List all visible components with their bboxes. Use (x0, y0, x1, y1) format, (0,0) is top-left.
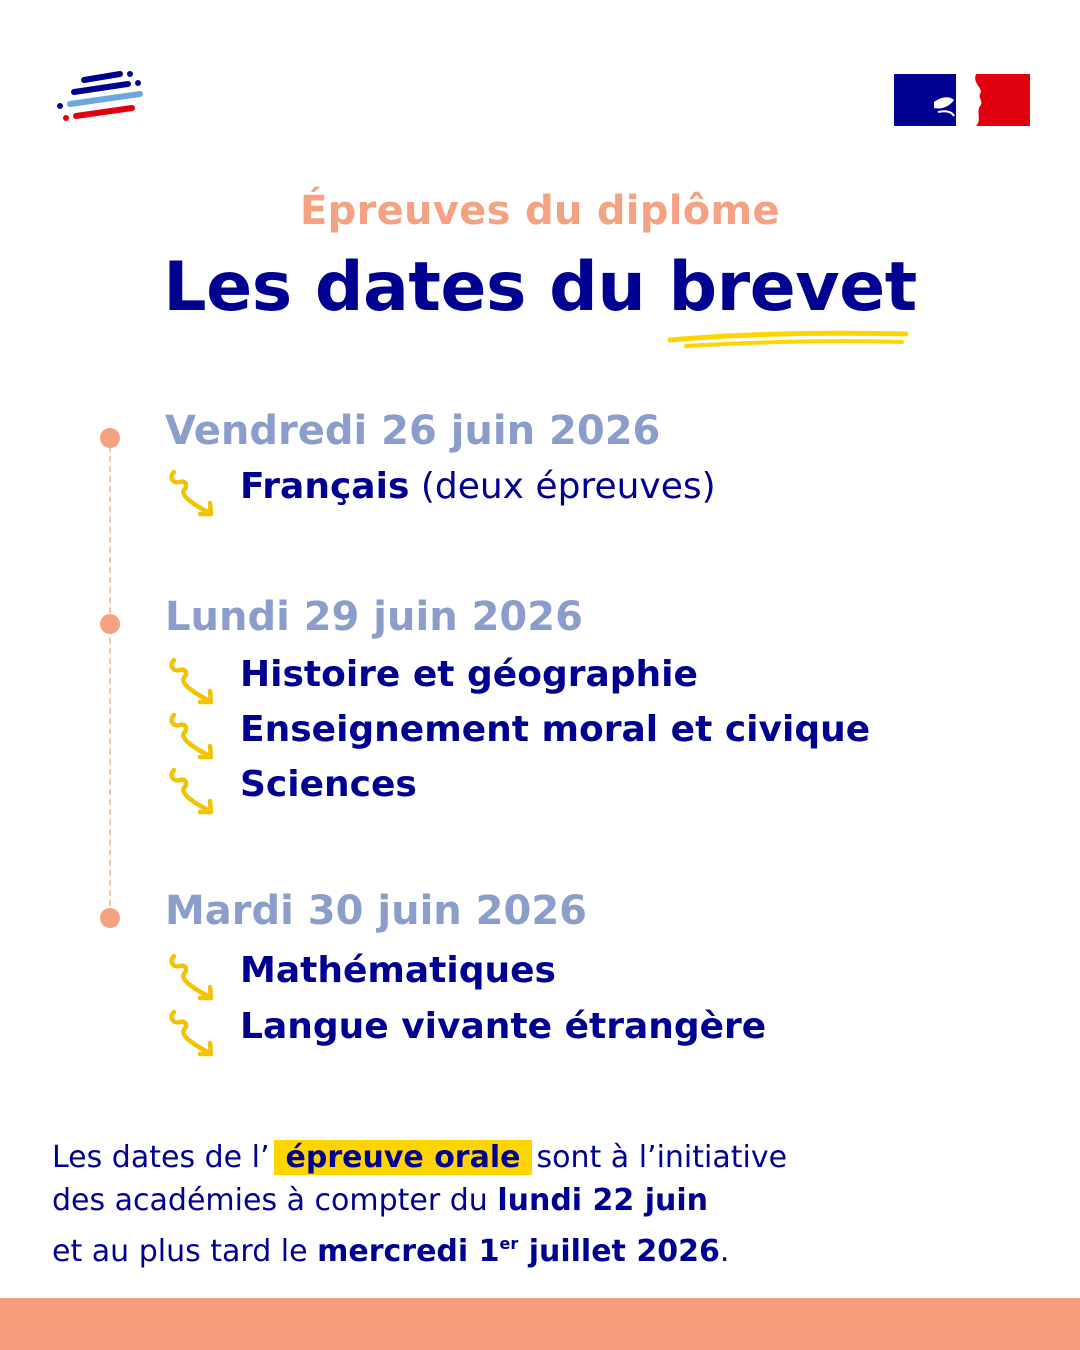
highlight-badge: épreuve orale (274, 1140, 533, 1175)
note-text: . (719, 1234, 730, 1269)
subject-name: Histoire et géographie (240, 654, 698, 695)
timeline-dot (100, 908, 120, 928)
note-date-end-year: juillet 2026 (518, 1234, 720, 1269)
ordinal-suffix: er (499, 1234, 519, 1253)
page-title: Les dates du brevet (163, 248, 917, 327)
curved-arrow-icon (166, 764, 218, 820)
subject-note: (deux épreuves) (409, 466, 716, 507)
subject-label: Français (240, 466, 410, 507)
curved-arrow-icon (166, 1006, 218, 1062)
date-heading: Mardi 30 juin 2026 (165, 888, 588, 934)
note-line-2 (52, 1179, 1032, 1222)
note-text: des académies à compter du (52, 1183, 498, 1218)
bottom-band (0, 1298, 1080, 1350)
curved-arrow-icon (166, 654, 218, 710)
note-line-3 (52, 1222, 1032, 1273)
subject-name: Mathématiques (240, 950, 556, 991)
curved-arrow-icon (166, 709, 218, 765)
date-heading: Lundi 29 juin 2026 (165, 594, 583, 640)
subject-name: Langue vivante étrangère (240, 1006, 767, 1047)
note-text: sont à l’initiative (536, 1140, 788, 1175)
oral-exam-note (52, 1136, 1032, 1273)
curved-arrow-icon (166, 950, 218, 1006)
date-heading: Vendredi 26 juin 2026 (165, 408, 661, 454)
kicker-subtitle: Épreuves du diplôme (300, 188, 780, 234)
education-logo-icon (54, 66, 149, 130)
timeline-dot (100, 428, 120, 448)
subject-name: Enseignement moral et civique (240, 709, 871, 750)
title-underline-icon (666, 326, 912, 352)
timeline-dashed-line (109, 446, 111, 916)
subject-name (240, 466, 716, 507)
marianne-flag-icon (894, 74, 1030, 126)
note-date-end: mercredi 1 (317, 1234, 500, 1269)
note-text: et au plus tard le (52, 1234, 318, 1269)
note-date-start: lundi 22 juin (497, 1183, 709, 1218)
note-line-1 (52, 1136, 1032, 1179)
timeline-dot (100, 614, 120, 634)
note-text: Les dates de l’ (52, 1140, 270, 1175)
subject-name: Sciences (240, 764, 417, 805)
curved-arrow-icon (166, 466, 218, 522)
